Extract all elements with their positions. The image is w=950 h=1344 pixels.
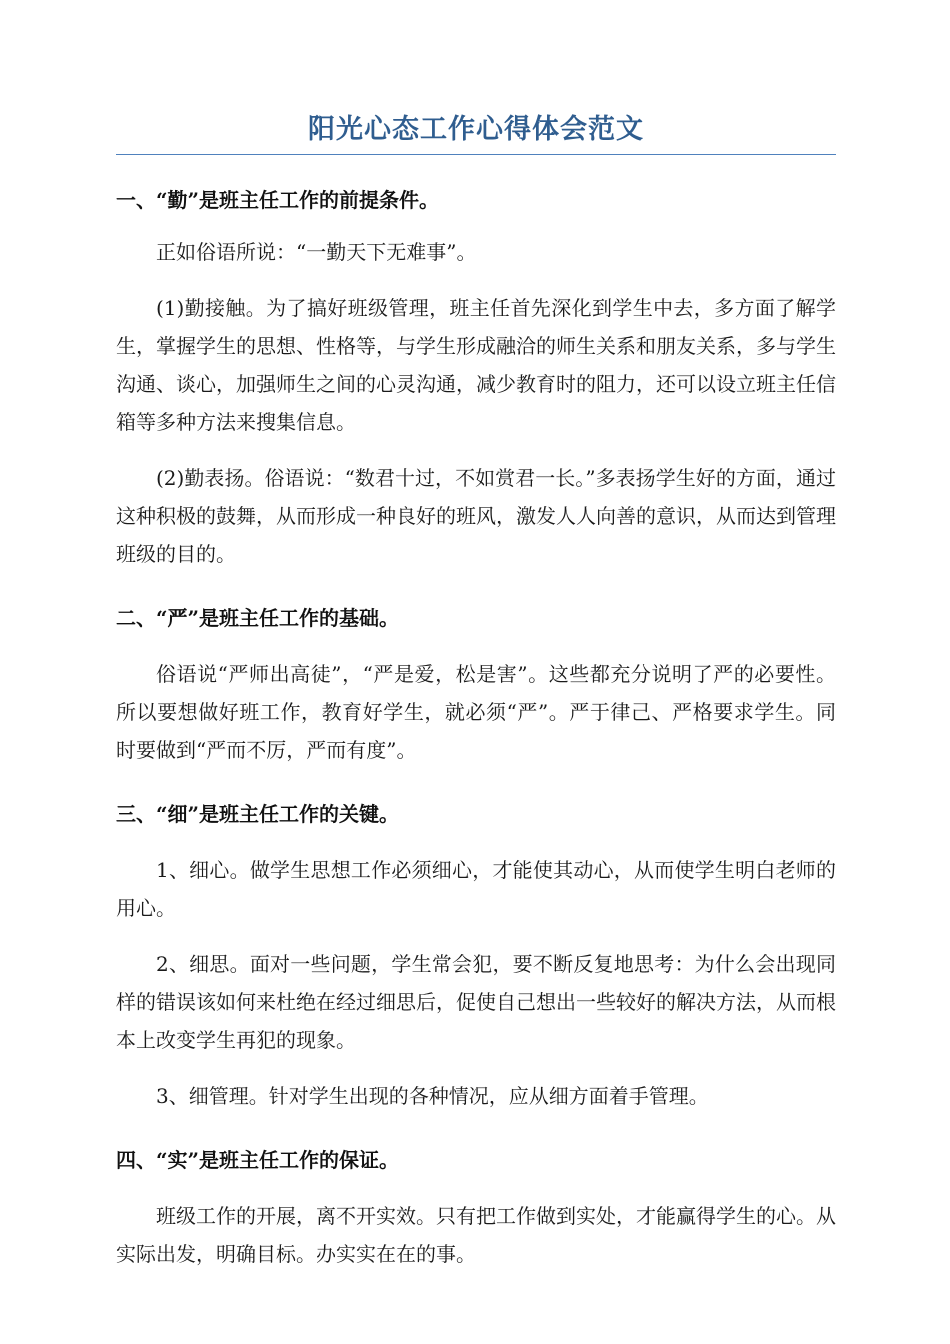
section-heading: 二、“严”是班主任工作的基础。 [116, 606, 400, 630]
section-1 [116, 183, 836, 573]
section-heading: 三、“细”是班主任工作的关键。 [116, 802, 400, 826]
document-page [116, 110, 836, 1273]
section-4 [116, 1143, 836, 1273]
document-title: 阳光心态工作心得体会范文 [308, 114, 644, 145]
paragraph: 2、细思。面对一些问题，学生常会犯，要不断反复地思考：为什么会出现同样的错误该如何来杜绝在经过细思后，促使自己想出一些较好的解决方法，从而根本上改变学生再犯的现象。 [116, 952, 836, 1052]
section-2 [116, 601, 836, 769]
section-heading: 一、“勤”是班主任工作的前提条件。 [116, 188, 440, 212]
title-divider [116, 154, 836, 155]
paragraph: 3、细管理。针对学生出现的各种情况，应从细方面着手管理。 [156, 1084, 709, 1108]
section-3 [116, 797, 836, 1115]
paragraph: 班级工作的开展，离不开实效。只有把工作做到实处，才能赢得学生的心。从实际出发，明确目标。办实实在在的事。 [116, 1204, 836, 1266]
paragraph: 俗语说“严师出高徒”，“严是爱，松是害”。这些都充分说明了严的必要性。所以要想做好班工作，教育好学生，就必须“严”。严于律己、严格要求学生。同时要做到“严而不厉，严而有度”。 [116, 662, 836, 762]
paragraph: (1)勤接触。为了搞好班级管理，班主任首先深化到学生中去，多方面了解学生，掌握学生的思想、性格等，与学生形成融洽的师生关系和朋友关系，多与学生沟通、谈心，加强师生之间的心灵沟通，减少教育时的阻力，还可以设立班主任信箱等多种方法来搜集信息。 [116, 296, 836, 434]
paragraph: 1、细心。做学生思想工作必须细心，才能使其动心，从而使学生明白老师的用心。 [116, 858, 836, 920]
section-heading: 四、“实”是班主任工作的保证。 [116, 1148, 400, 1172]
paragraph: 正如俗语所说：“一勤天下无难事”。 [156, 240, 477, 264]
paragraph: (2)勤表扬。俗语说：“数君十过，不如赏君一长。”多表扬学生好的方面，通过这种积极的鼓舞，从而形成一种良好的班风，激发人人向善的意识，从而达到管理班级的目的。 [116, 466, 836, 566]
